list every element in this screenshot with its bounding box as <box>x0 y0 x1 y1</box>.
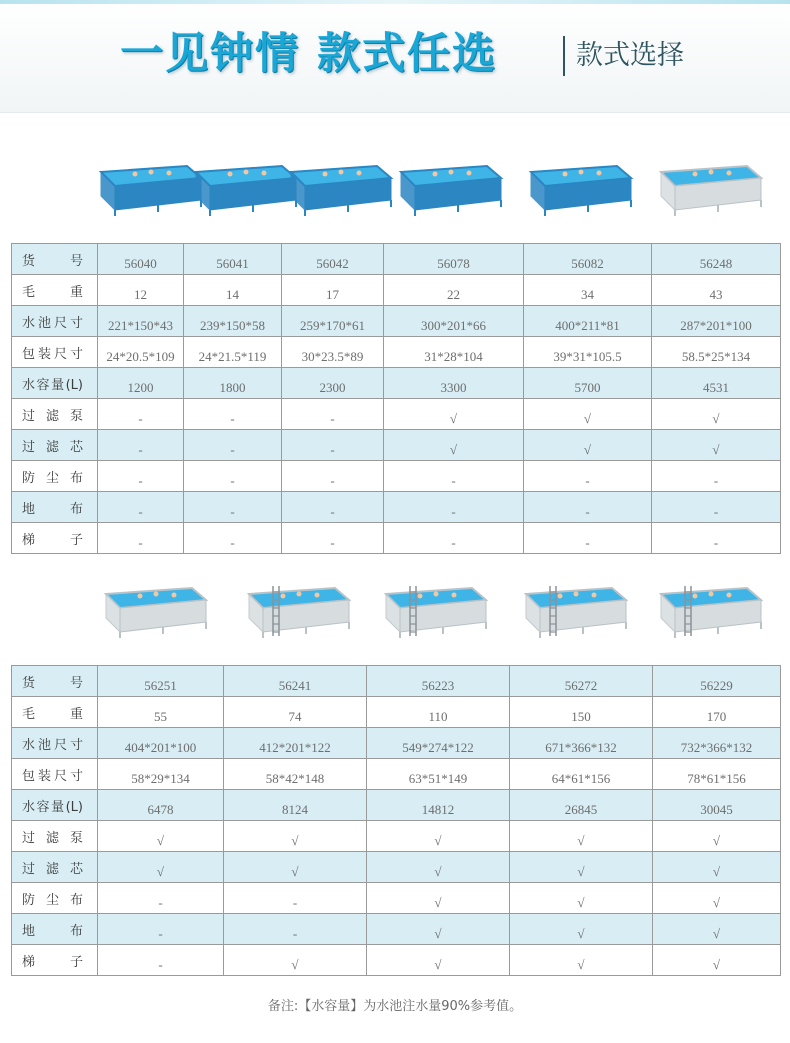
table-cell: - <box>98 945 224 976</box>
footnote: 备注:【水容量】为水池注水量90%参考值。 <box>267 999 523 1014</box>
table-cell: √ <box>224 821 367 852</box>
row-label: 货 号 <box>12 666 98 697</box>
table-cell: 239*150*58 <box>184 306 282 337</box>
row-ladder <box>12 945 781 976</box>
table-cell: - <box>282 461 384 492</box>
table-cell: 671*366*132 <box>510 728 653 759</box>
gray-frame-pool-image <box>655 150 767 224</box>
table-cell: - <box>282 492 384 523</box>
table-cell: 300*201*66 <box>384 306 524 337</box>
row-pool-size <box>12 728 781 759</box>
table-cell: √ <box>653 914 781 945</box>
table-cell: - <box>184 430 282 461</box>
table-cell: 30*23.5*89 <box>282 337 384 368</box>
banner-top-bar <box>0 0 790 4</box>
table-cell: √ <box>367 883 510 914</box>
spec-table-2 <box>11 665 781 976</box>
table-cell: - <box>282 430 384 461</box>
title-divider <box>563 36 565 76</box>
row-label: 货 号 <box>12 244 98 275</box>
row-ground-cloth-cover <box>12 883 781 914</box>
header-banner <box>0 0 790 113</box>
table-cell: 56251 <box>98 666 224 697</box>
row-filter-cartridge <box>12 852 781 883</box>
table-cell: √ <box>384 430 524 461</box>
table-cell: 56248 <box>652 244 781 275</box>
table-cell: 31*28*104 <box>384 337 524 368</box>
page-subtitle: 款式选择 <box>576 40 684 71</box>
row-pool-size <box>12 306 781 337</box>
table-cell: - <box>184 492 282 523</box>
blue-frame-pool-with-pump-image <box>395 150 507 224</box>
row-label: 过滤泵 <box>12 821 98 852</box>
row-ground-cloth <box>12 914 781 945</box>
row-filter-pump <box>12 821 781 852</box>
gray-frame-pool-image <box>100 572 212 646</box>
table-cell: - <box>384 492 524 523</box>
table-cell: √ <box>224 852 367 883</box>
table-cell: 64*61*156 <box>510 759 653 790</box>
table-cell: - <box>184 399 282 430</box>
table-cell: - <box>98 883 224 914</box>
row-label: 包装尺寸 <box>12 337 98 368</box>
table-cell: 1200 <box>98 368 184 399</box>
table-cell: 259*170*61 <box>282 306 384 337</box>
table-cell: √ <box>653 883 781 914</box>
table-cell: √ <box>510 821 653 852</box>
table-cell: √ <box>652 399 781 430</box>
table-cell: 150 <box>510 697 653 728</box>
gray-frame-pool-with-ladder-image <box>243 572 355 646</box>
table-cell: 22 <box>384 275 524 306</box>
table-cell: 56272 <box>510 666 653 697</box>
table-cell: 58*42*148 <box>224 759 367 790</box>
table-cell: √ <box>98 821 224 852</box>
row-label: 防尘布 <box>12 461 98 492</box>
table-cell: - <box>524 523 652 554</box>
table-cell: - <box>652 461 781 492</box>
table-cell: 56041 <box>184 244 282 275</box>
table-cell: 26845 <box>510 790 653 821</box>
table-cell: - <box>652 523 781 554</box>
table-cell: 74 <box>224 697 367 728</box>
table-cell: √ <box>384 399 524 430</box>
table-cell: 2300 <box>282 368 384 399</box>
row-label: 梯 子 <box>12 523 98 554</box>
table-cell: √ <box>653 852 781 883</box>
table-cell: √ <box>510 883 653 914</box>
row-package-size <box>12 759 781 790</box>
table-cell: 63*51*149 <box>367 759 510 790</box>
table-cell: √ <box>510 945 653 976</box>
gray-frame-pool-with-ladder-image <box>520 572 632 646</box>
table-cell: 56223 <box>367 666 510 697</box>
table-cell: √ <box>367 914 510 945</box>
row-label: 防尘布 <box>12 883 98 914</box>
table-cell: 17 <box>282 275 384 306</box>
table-cell: 549*274*122 <box>367 728 510 759</box>
row-weight <box>12 697 781 728</box>
table-cell: 56042 <box>282 244 384 275</box>
row-item-no <box>12 666 781 697</box>
row-label: 地 布 <box>12 914 98 945</box>
table-cell: 58*29*134 <box>98 759 224 790</box>
row-label: 水容量(L) <box>12 790 98 821</box>
table-cell: 43 <box>652 275 781 306</box>
table-cell: √ <box>524 399 652 430</box>
table-cell: 4531 <box>652 368 781 399</box>
table-cell: - <box>282 399 384 430</box>
table-cell: - <box>224 914 367 945</box>
row-item-no <box>12 244 781 275</box>
table-cell: - <box>384 461 524 492</box>
table-cell: 56241 <box>224 666 367 697</box>
table-cell: √ <box>367 821 510 852</box>
table-cell: √ <box>510 852 653 883</box>
table-cell: 56040 <box>98 244 184 275</box>
table-cell: 287*201*100 <box>652 306 781 337</box>
table-cell: √ <box>367 945 510 976</box>
row-label: 毛 重 <box>12 697 98 728</box>
table-cell: - <box>98 914 224 945</box>
table-cell: 55 <box>98 697 224 728</box>
spec-table-1 <box>11 243 781 554</box>
row-filter-cartridge <box>12 430 781 461</box>
table-cell: 56078 <box>384 244 524 275</box>
row-weight <box>12 275 781 306</box>
row-label: 水池尺寸 <box>12 306 98 337</box>
blue-frame-pool-with-pump-image <box>525 150 637 224</box>
table-cell: √ <box>367 852 510 883</box>
row-label: 水容量(L) <box>12 368 98 399</box>
row-ladder <box>12 523 781 554</box>
pool-image-row-2 <box>95 572 785 652</box>
table-cell: 400*211*81 <box>524 306 652 337</box>
table-cell: - <box>524 492 652 523</box>
row-label: 过滤泵 <box>12 399 98 430</box>
table-cell: - <box>224 883 367 914</box>
table-cell: 732*366*132 <box>653 728 781 759</box>
table-cell: 58.5*25*134 <box>652 337 781 368</box>
table-cell: √ <box>98 852 224 883</box>
table-cell: - <box>184 461 282 492</box>
row-label: 过滤芯 <box>12 430 98 461</box>
row-label: 毛 重 <box>12 275 98 306</box>
table-cell: √ <box>652 430 781 461</box>
table-cell: - <box>98 461 184 492</box>
table-cell: 5700 <box>524 368 652 399</box>
row-water-capacity <box>12 368 781 399</box>
blue-frame-pool-image <box>285 150 397 224</box>
table-cell: 24*21.5*119 <box>184 337 282 368</box>
table-cell: - <box>652 492 781 523</box>
table-cell: - <box>184 523 282 554</box>
table-cell: √ <box>224 945 367 976</box>
gray-frame-pool-with-ladder-image <box>655 572 767 646</box>
table-cell: - <box>98 430 184 461</box>
table-cell: - <box>98 399 184 430</box>
table-cell: - <box>282 523 384 554</box>
row-label: 梯 子 <box>12 945 98 976</box>
row-package-size <box>12 337 781 368</box>
table-cell: 56082 <box>524 244 652 275</box>
table-cell: √ <box>653 945 781 976</box>
table-cell: 412*201*122 <box>224 728 367 759</box>
row-label: 包装尺寸 <box>12 759 98 790</box>
table-cell: 78*61*156 <box>653 759 781 790</box>
table-cell: 14 <box>184 275 282 306</box>
table-cell: 8124 <box>224 790 367 821</box>
table-cell: 404*201*100 <box>98 728 224 759</box>
row-ground-cloth-cover <box>12 461 781 492</box>
row-filter-pump <box>12 399 781 430</box>
table-cell: 56229 <box>653 666 781 697</box>
table-cell: 30045 <box>653 790 781 821</box>
table-cell: √ <box>524 430 652 461</box>
table-cell: - <box>524 461 652 492</box>
table-cell: √ <box>510 914 653 945</box>
table-cell: 170 <box>653 697 781 728</box>
table-cell: 3300 <box>384 368 524 399</box>
row-label: 过滤芯 <box>12 852 98 883</box>
row-label: 水池尺寸 <box>12 728 98 759</box>
row-label: 地 布 <box>12 492 98 523</box>
table-cell: 34 <box>524 275 652 306</box>
pool-image-row-1 <box>95 150 785 230</box>
table-cell: 24*20.5*109 <box>98 337 184 368</box>
table-cell: - <box>384 523 524 554</box>
table-cell: 110 <box>367 697 510 728</box>
table-cell: 221*150*43 <box>98 306 184 337</box>
row-water-capacity <box>12 790 781 821</box>
row-ground-cloth <box>12 492 781 523</box>
gray-frame-pool-with-ladder-image <box>380 572 492 646</box>
table-cell: 1800 <box>184 368 282 399</box>
table-cell: - <box>98 523 184 554</box>
table-cell: - <box>98 492 184 523</box>
table-cell: 14812 <box>367 790 510 821</box>
table-cell: 12 <box>98 275 184 306</box>
table-cell: √ <box>653 821 781 852</box>
table-cell: 6478 <box>98 790 224 821</box>
page-title: 一见钟情 款式任选 <box>120 29 497 79</box>
table-cell: 39*31*105.5 <box>524 337 652 368</box>
